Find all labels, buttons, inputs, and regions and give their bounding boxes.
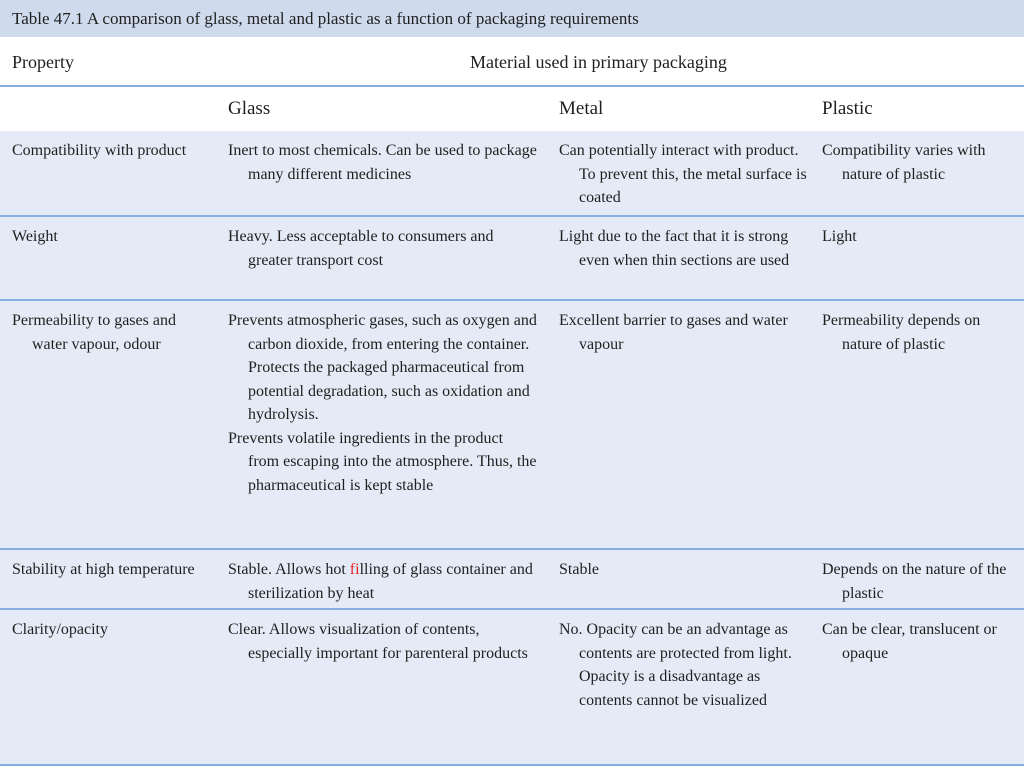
plastic-text: Depends on the nature of the plastic	[822, 561, 1007, 602]
plastic-cell	[822, 139, 1017, 186]
metal-text: Can potentially interact with product. To prevent this, the metal surface is coated	[559, 142, 807, 206]
metal-text: Excellent barrier to gases and water vapour	[559, 312, 788, 353]
plastic-cell	[822, 558, 1017, 605]
plastic-text: Compatibility varies with nature of plastic	[822, 142, 986, 183]
table-row	[0, 217, 1024, 299]
metal-text: Stable	[559, 561, 599, 578]
glass-text: Clear. Allows visualization of contents, especially important for parenteral products	[228, 621, 528, 662]
glass-cell	[228, 225, 538, 272]
glass-text-start: Stable. Allows hot	[228, 561, 350, 578]
property-text: Stability at high temperature	[12, 561, 195, 578]
property-cell	[12, 618, 207, 642]
metal-cell	[559, 139, 809, 210]
metal-cell	[559, 309, 809, 356]
table-row	[0, 301, 1024, 548]
metal-column-header: Metal	[559, 98, 604, 119]
table-row	[0, 131, 1024, 215]
property-cell	[12, 309, 207, 356]
property-column-header: Property	[12, 52, 74, 72]
glass-cell	[228, 139, 538, 186]
plastic-text: Permeability depends on nature of plastic	[822, 312, 981, 353]
metal-text: Light due to the fact that it is strong even when thin sections are used	[559, 228, 790, 269]
glass-text: Inert to most chemicals. Can be used to package many different medicines	[228, 142, 537, 183]
property-text: Permeability to gases and water vapour, odour	[12, 312, 176, 353]
metal-cell	[559, 618, 809, 712]
glass-cell	[228, 309, 538, 497]
table-row	[0, 550, 1024, 608]
property-cell	[12, 139, 207, 163]
glass-text-end: lling of glass container and sterilization by heat	[248, 561, 533, 602]
glass-text: Heavy. Less acceptable to consumers and greater transport cost	[228, 228, 494, 269]
plastic-cell	[822, 618, 1017, 665]
glass-cell	[228, 558, 538, 605]
highlighted-ligature: fi	[349, 561, 360, 578]
property-text: Compatibility with product	[12, 142, 187, 159]
table-caption: Table 47.1 A comparison of glass, metal and plastic as a function of packaging requirements	[0, 0, 1024, 37]
table-header-group	[0, 37, 1024, 85]
metal-cell	[559, 558, 809, 582]
property-cell	[12, 225, 207, 249]
plastic-text: Light	[822, 228, 857, 245]
property-cell	[12, 558, 207, 582]
property-text: Weight	[12, 228, 58, 245]
glass-text: Prevents volatile ingredients in the product from escaping into the atmosphere. Thus, the pharmaceutical is kept stable	[228, 429, 537, 494]
glass-text	[228, 558, 538, 605]
glass-cell	[228, 618, 538, 665]
property-text: Clarity/opacity	[12, 621, 108, 638]
plastic-cell	[822, 309, 1017, 356]
metal-text: No. Opacity can be an advantage as contents are protected from light. Opacity is a disadvantage as contents cannot be visualized	[559, 621, 792, 709]
table-row	[0, 610, 1024, 764]
material-columns-header	[0, 87, 1024, 131]
plastic-cell	[822, 225, 1017, 249]
plastic-text: Can be clear, translucent or opaque	[822, 621, 997, 662]
glass-column-header: Glass	[228, 98, 271, 119]
bottom-rule	[0, 764, 1024, 766]
metal-cell	[559, 225, 809, 272]
material-group-header: Material used in primary packaging	[470, 52, 727, 72]
glass-text: Prevents atmospheric gases, such as oxygen and carbon dioxide, from entering the container. Protects the packaged pharmaceutical from potential degradation, such as oxidation and hydrolysis.	[228, 312, 537, 423]
plastic-column-header: Plastic	[822, 98, 873, 119]
